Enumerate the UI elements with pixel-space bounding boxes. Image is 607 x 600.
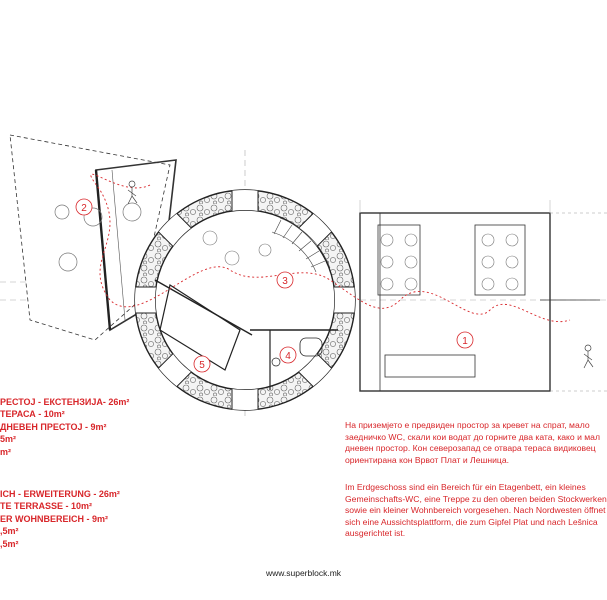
legend-item: ,5m² [0,538,19,549]
description-mk: На приземјето е предвиден простор за кревет на спрат, мало заедничко WC, скали кои водат до горните два ката, како и мал дневен простор. Кон северозапад се отвара тераса видиковец ориентирана кон Врвот Плат и Лешница. [345,420,600,465]
room-number: 1 [462,336,468,347]
room-number: 4 [285,351,291,362]
legend-item: ТЕРАСА - 10m² [0,409,65,420]
legend-item: ДНЕВЕН ПРЕСТОЈ - 9m² [0,421,107,432]
room-marker-2 [76,199,92,215]
room-number: 5 [199,360,205,371]
room-marker-3 [277,272,293,288]
room-marker-5 [194,356,210,372]
area-legend-mk [0,396,129,458]
room-number: 3 [282,276,288,287]
right-wing [360,200,607,391]
room-number: 2 [81,203,87,214]
website-footer: www.superblock.mk [265,568,342,578]
legend-item: TE TERRASSE - 10m² [0,501,93,512]
description-de: Im Erdgeschoss sind ein Bereich für ein Etagenbett, ein kleines Gemeinschafts-WC, eine Treppe zu den oberen beiden Stockwerken sowie ein kleiner Wohnbereich vorgesehen. Nach Nordwesten öffnet sich eine Aussichtsplattform, die zum Gipfel Plat und nach Lešnica ausgerichtet ist. [345,482,607,539]
legend-item: ER WOHNBEREICH - 9m² [0,513,109,524]
legend-item: 5m² [0,434,17,445]
area-legend-de [0,488,120,550]
legend-item: ICH - ERWEITERUNG - 26m² [0,489,120,499]
room-marker-4 [280,347,296,363]
legend-item: РЕСТОЈ - ЕКСТЕНЗИЈА- 26m² [0,397,130,407]
legend-item: m² [0,446,11,457]
legend-item: ,5m² [0,526,19,537]
room-marker-1 [457,332,473,348]
